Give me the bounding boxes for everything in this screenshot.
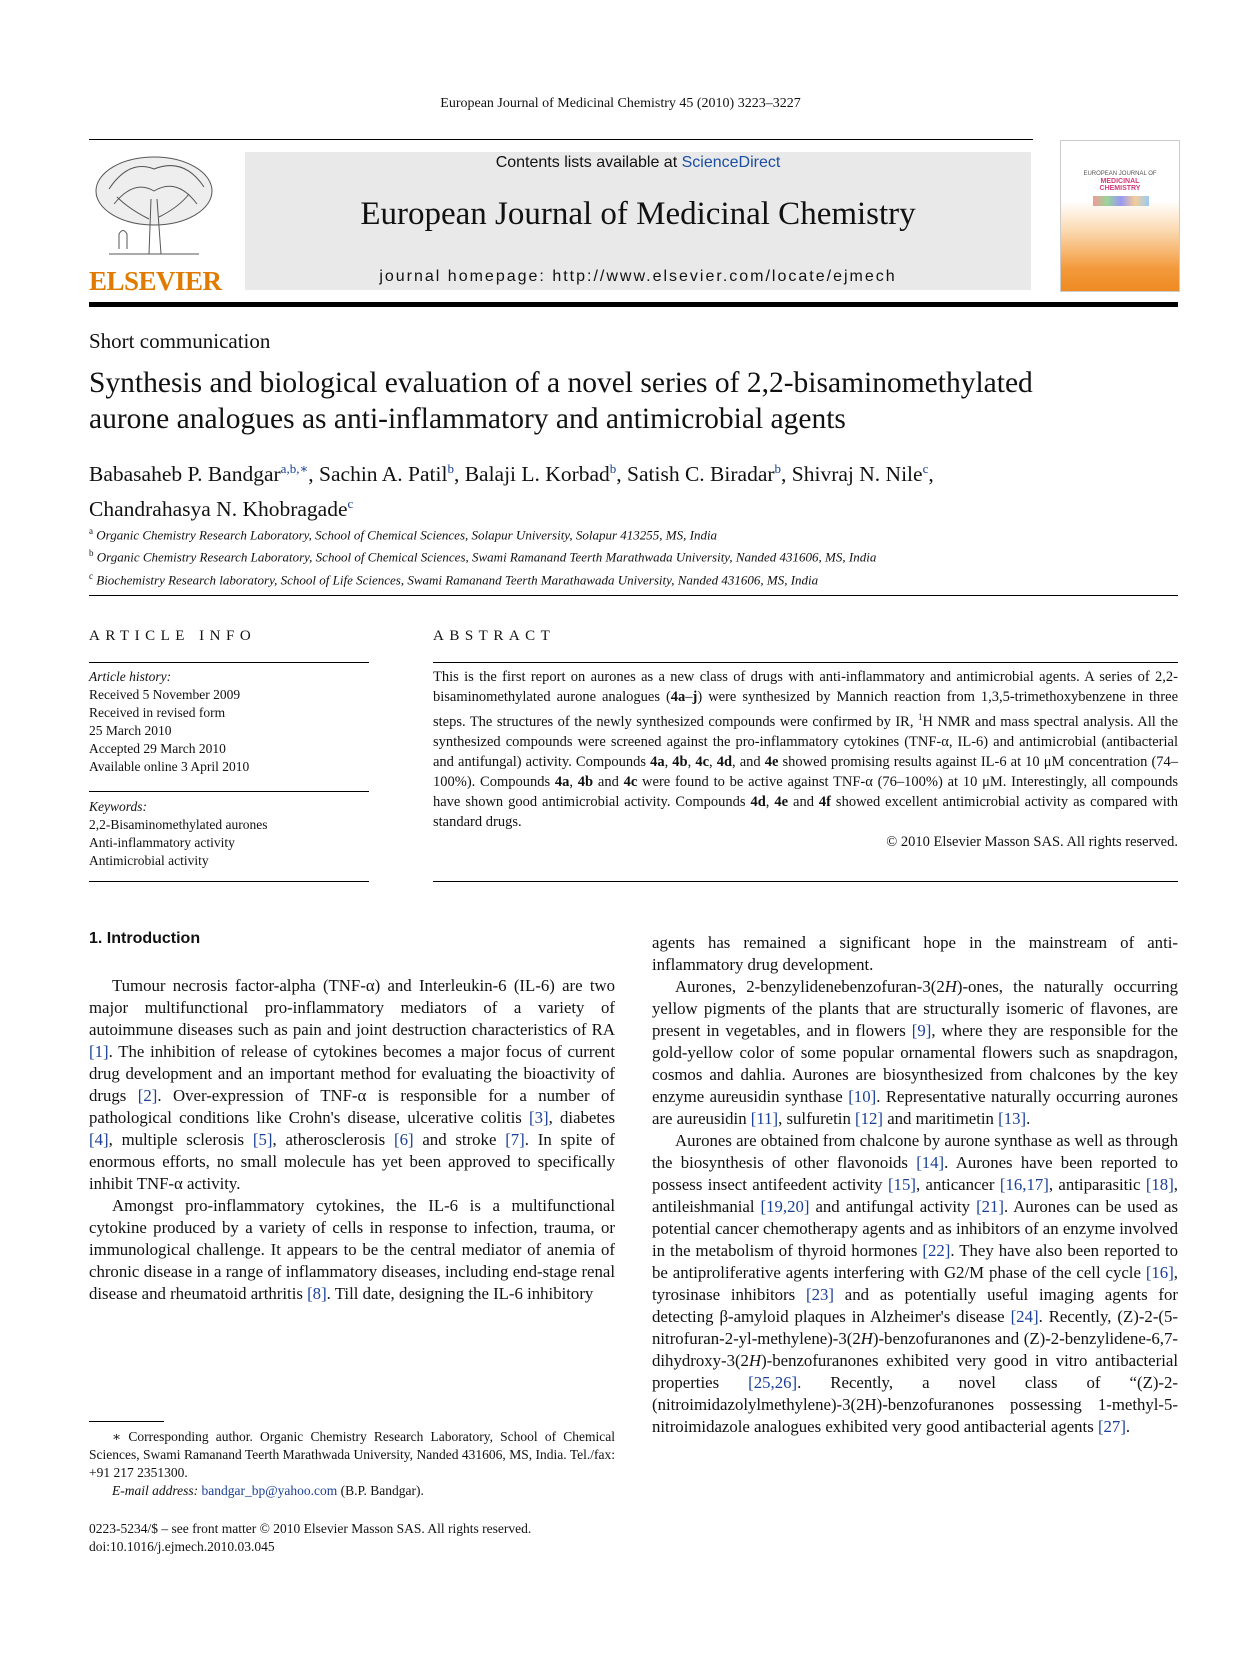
header-rule	[89, 139, 1033, 140]
author: Babasaheb P. Bandgar	[89, 462, 281, 487]
author: Satish C. Biradar	[627, 462, 775, 487]
header-thick-rule	[89, 302, 1178, 307]
journal-cover-image: EUROPEAN JOURNAL OF MEDICINAL CHEMISTRY	[1060, 140, 1180, 292]
journal-banner	[245, 152, 1031, 290]
front-matter-footer: 0223-5234/$ – see front matter © 2010 Elsevier Masson SAS. All rights reserved. doi:10.1016/j.ejmech.2010.03.045	[89, 1520, 689, 1556]
abstract-copyright: © 2010 Elsevier Masson SAS. All rights reserved.	[886, 833, 1178, 850]
article-history: Article history: Received 5 November 2009 Received in revised form 25 March 2010 Accepted 29 March 2010 Available online 3 April 2010	[89, 669, 250, 774]
divider	[433, 881, 1178, 882]
keywords: Keywords: 2,2-Bisaminomethylated aurones Anti-inflammatory activity Antimicrobial activity	[89, 799, 268, 868]
author: Sachin A. Patil	[319, 462, 448, 487]
affiliation: $^b$ Organic Chemistry Research Laboratory, School of Chemical Sciences, Swami Ramanand Teerth Marathwada University, Nanded 431606, MS, India	[89, 548, 877, 565]
section-heading: 1. Introduction	[89, 930, 201, 947]
affiliation: $^a$ Organic Chemistry Research Laboratory, School of Chemical Sciences, Solapur University, Solapur 413255, MS, India	[89, 526, 718, 543]
author: Chandrahasya N. Khobragade	[89, 497, 348, 522]
elsevier-wordmark: ELSEVIER	[89, 266, 222, 296]
body-right-column: agents has remained a significant hope in the mainstream of anti-inflammatory drug development. Aurones, 2-benzylidenebenzofuran-3(2H)-ones, the naturally occurring yellow pigments of the plants that are structurally isomeric of flavones, are present in vegetables, and in flowers [9], where they are responsible for the gold-yellow color of some popular ornamental flowers such as snapdragon, cosmos and dahlia. Aurones are biosynthesized from chalcones by the key enzyme aureusidin synthase [10]. Representative naturally occurring aurones are aureusidin [11], sulfuretin [12] and maritimetin [13]. Aurones are obtained from chalcone by aurone synthase as well as through the biosynthesis of other flavonoids [14]. Aurones have been reported to possess insect antifeedent activity [15], anticancer [16,17], antiparasitic [18], antileishmanial [19,20] and antifungal activity [21]. Aurones can be used as potential cancer chemotherapy agents and as inhibitors of an enzyme involved in the metabolism of thyroid hormones [22]. They have also been reported to be antiproliferative agents interfering with G2/M phase of the cell cycle [16], tyrosinase inhibitors [23] and as potentially useful imaging agents for detecting β-amyloid plaques in Alzheimer's disease [24]. Recently, (Z)-2-(5-nitrofuran-2-yl-methylene)-3(2H)-benzofuranones and (Z)-2-benzylidene-6,7-dihydroxy-3(2H)-benzofuranones exhibited very good in vitro antibacterial properties [25,26]. Recently, a novel class of “(Z)-2-(nitroimidazolylmethylene)-3(2H)-benzofuranones possessing 1-methyl-5-nitroimidazole analogues exhibited very good antibacterial agents [27].	[652, 933, 1179, 1436]
author: Balaji L. Korbad	[464, 462, 610, 487]
sciencedirect-link[interactable]: ScienceDirect	[681, 154, 781, 171]
journal-citation: European Journal of Medicinal Chemistry 45 (2010) 3223–3227	[440, 96, 801, 111]
email-link[interactable]: bandgar_bp@yahoo.com	[201, 1483, 338, 1498]
divider	[89, 662, 369, 663]
article-type: Short communication	[89, 329, 271, 353]
corresponding-author-footnote: ∗ Corresponding author. Organic Chemistry Research Laboratory, School of Chemical Sciences, Swami Ramanand Teerth Marathwada University, Nanded 431606, MS, India. Tel./fax: +91 217 2351300. E-mail address: bandgar_bp@yahoo.com (B.P. Bandgar).	[89, 1429, 615, 1498]
divider	[89, 595, 1178, 596]
journal-title: European Journal of Medicinal Chemistry	[360, 196, 916, 232]
divider	[89, 881, 369, 882]
body-left-column: Tumour necrosis factor-alpha (TNF-α) and Interleukin-6 (IL-6) are two major multifunctional pro-inflammatory mediators of a variety of autoimmune diseases such as pain and joint destruction characteristics of RA [1]. The inhibition of release of cytokines becomes a major focus of current drug development and an important method for evaluating the bioactivity of drugs [2]. Over-expression of TNF-α is responsible for a number of pathological conditions like Crohn's disease, ulcerative colitis [3], diabetes [4], multiple sclerosis [5], atherosclerosis [6] and stroke [7]. In spite of enormous efforts, no small molecule has yet been approved to specifically inhibit TNF-α activity. Amongst pro-inflammatory cytokines, the IL-6 is a multifunctional cytokine produced by a variety of cells in response to infection, trauma, or immunological challenge. It appears to be the central mediator of anemia of chronic disease in a range of inflammatory diseases, including end-stage renal disease and rheumatoid arthritis [8]. Till date, designing the IL-6 inhibitory	[89, 976, 616, 1303]
article-info-heading: ARTICLE INFO	[89, 628, 257, 644]
footnote-rule	[89, 1421, 164, 1422]
affiliation: $^c$ Biochemistry Research laboratory, School of Life Sciences, Swami Ramanand Teerth Marathawada University, Nanded 431606, MS, India	[89, 570, 819, 587]
journal-homepage[interactable]: journal homepage: http://www.elsevier.com/locate/ejmech	[379, 268, 897, 285]
author-list: Babasaheb P. Bandgar$^{a,b,∗}$, Sachin A. Patil$^b$, Balaji L. Korbad$^b$, Satish C. Biradar$^b$, Shivraj N. Nile$^c$, Chandrahasya N. Khobragade$^c$	[89, 461, 934, 522]
doi[interactable]: doi:10.1016/j.ejmech.2010.03.045	[89, 1539, 275, 1554]
divider	[433, 662, 1178, 663]
abstract-heading: ABSTRACT	[433, 628, 556, 644]
contents-line: Contents lists available at ScienceDirect	[495, 154, 781, 171]
author: Shivraj N. Nile	[791, 462, 923, 487]
affiliations	[89, 522, 1189, 589]
divider	[89, 791, 369, 792]
abstract-text: This is the first report on aurones as a new class of drugs with anti-inflammatory and antimicrobial agents. A series of 2,2-bisaminomethylated aurone analogues (4a–j) were synthesized by Mannich reaction from 1,3,5-trimethoxybenzene in three steps. The structures of the newly synthesized compounds were confirmed by IR, $^1$H NMR and mass spectral analysis. All the synthesized compounds were screened against the pro-inflammatory cytokines (TNF-α, IL-6) and antimicrobial (antibacterial and antifungal) activity. Compounds 4a, 4b, 4c, 4d, and 4e showed promising results against IL-6 at 10 μM concentration (74–100%). Compounds 4a, 4b and 4c were found to be active against TNF-α (76–100%) at 10 μM. Interestingly, all compounds have shown good antimicrobial activity. Compounds 4d, 4e and 4f showed excellent antimicrobial activity as compared with standard drugs. © 2010 Elsevier Masson SAS. All rights reserved.	[433, 669, 1179, 850]
article-title: Synthesis and biological evaluation of a novel series of 2,2-bisaminomethylated aurone analogues as anti-inflammatory and antimicrobial agents	[89, 367, 1033, 435]
